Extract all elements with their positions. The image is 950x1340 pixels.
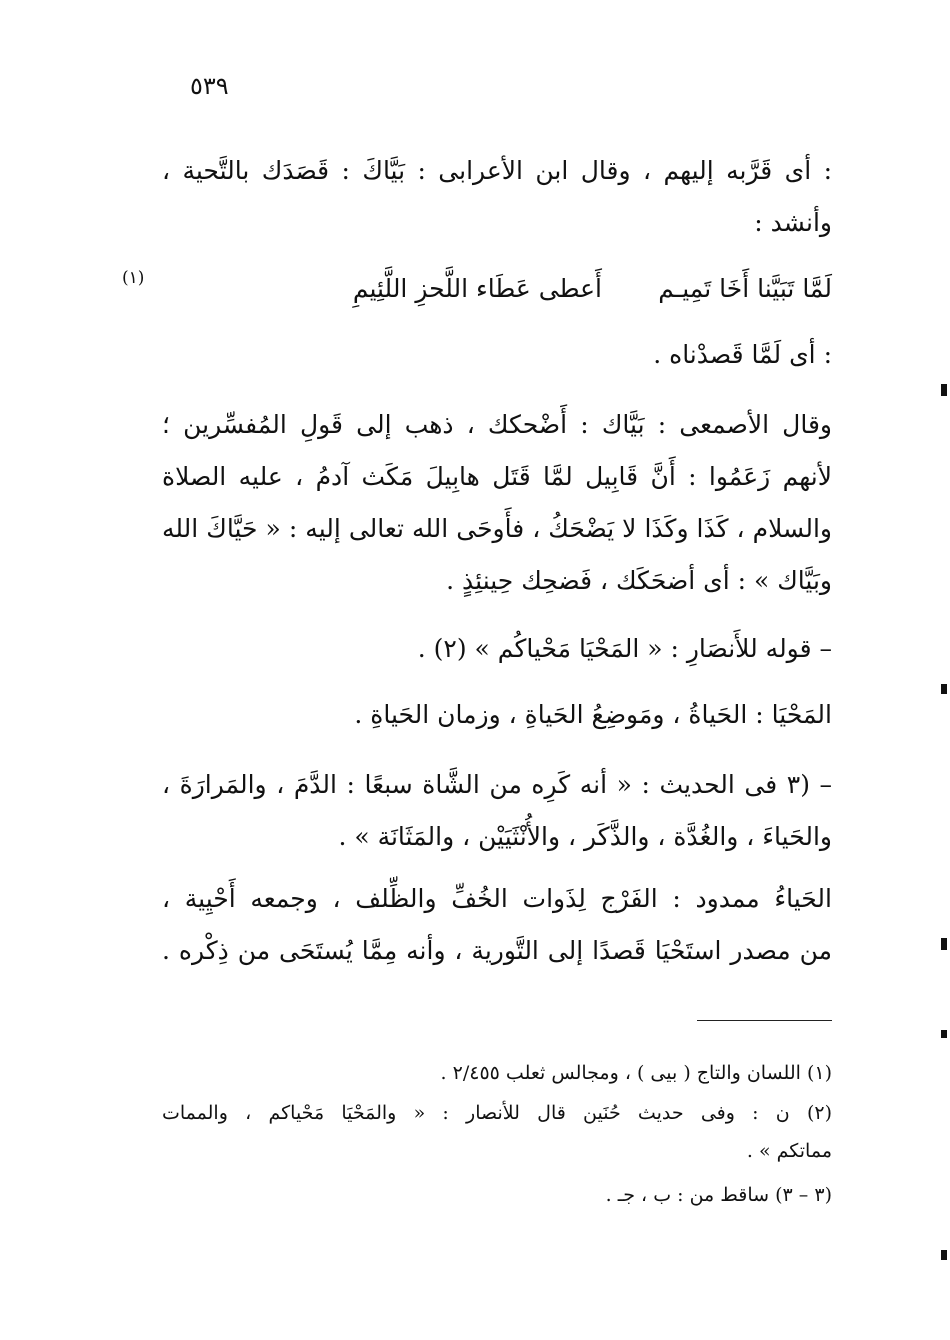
- text-line-7: وبَيَّاك » : أى أضحَكَك ، فَضحِك حِينئِذٍ .: [446, 566, 832, 595]
- page-number: ٥٣٩: [190, 72, 229, 100]
- text-line-6: والسلام ، كَذَا وكَذَا لا يَضْحَكُ ، فأَوحَى الله تعالى إليه : « حَيَّاكَ الله: [162, 514, 832, 543]
- text-line-3: : أى لَمَّا قَصدْناه .: [653, 340, 832, 369]
- verse-hemistich-1: [658, 274, 832, 303]
- scan-edge-mark: [941, 384, 947, 396]
- footnote-2-continued: مماتكم » .: [746, 1140, 832, 1162]
- text-line-13: من مصدر استَحْيَا قَصدًا إلى التَّورية ، وأنه مِمَّا يُستَحَى من ذِكْره .: [162, 936, 832, 965]
- verse-word: لَمَّا: [802, 274, 832, 303]
- verse-word: تَمِيـم: [658, 274, 712, 303]
- text-line-11: والحَياءَ ، والغُدَّة ، والذَّكَر ، والأُنْثَيَيْن ، والمَثَانَة » .: [338, 822, 832, 851]
- text-line-12: الحَياءُ ممدود : الفَرْج لِذَوات الخُفِّ والظِّلف ، وجمعه أَحْيِية ،: [162, 884, 832, 913]
- verse-word: تَبَيَّنا: [757, 274, 795, 303]
- footnote-3: (٣ – ٣) ساقط من : ب ، جـ .: [605, 1184, 832, 1206]
- text-line-1: : أى قَرَّبه إليهم ، وقال ابن الأعرابى : بَيَّاكَ : قَصَدَك بالتَّحية ،: [162, 156, 832, 185]
- footnote-1: (١) اللسان والتاج ( بيى ) ، ومجالس ثعلب ٢/٤٥٥ .: [440, 1062, 832, 1084]
- scan-edge-mark: [941, 938, 947, 950]
- footnote-reference: (١): [122, 268, 145, 288]
- scan-edge-mark: [941, 684, 947, 694]
- text-line-9: المَحْيَا : الحَياةُ ، ومَوضِعُ الحَياةِ ، وزمان الحَياةِ .: [354, 700, 832, 729]
- text-line-8: – قوله للأَنصَارِ : « المَحْيَا مَحْياكُم » (٢) .: [417, 634, 832, 663]
- verse-word: أَخَا: [719, 274, 750, 303]
- footnote-2: (٢) ن : وفى حديث حُنَين قال للأنصار : « والمَحْيَا مَحْياكم ، والممات: [162, 1102, 832, 1124]
- scan-edge-mark: [941, 1030, 947, 1038]
- text-line-4: وقال الأصمعى : بَيَّاك : أَضْحكك ، ذهب إلى قَولِ المُفسِّرين ؛: [162, 410, 832, 439]
- text-line-10: – (٣ فى الحديث : « أنه كَرِه من الشَّاة سبعًا : الدَّمَ ، والمَرارَةَ ،: [162, 770, 833, 799]
- scan-edge-mark: [941, 1250, 947, 1260]
- text-line-2: وأنشد :: [754, 208, 832, 237]
- footnote-separator: [697, 1020, 832, 1021]
- verse-hemistich-2: أَعطى عَطَاء اللَّحزِ اللَّئِيمِ: [352, 274, 602, 303]
- verse: [122, 268, 832, 314]
- text-line-5: لأنهم زَعَمُوا : أَنَّ قَابِيل لمَّا قَتَل هابِيلَ مَكَث آدمُ ، عليه الصلاة: [162, 462, 832, 491]
